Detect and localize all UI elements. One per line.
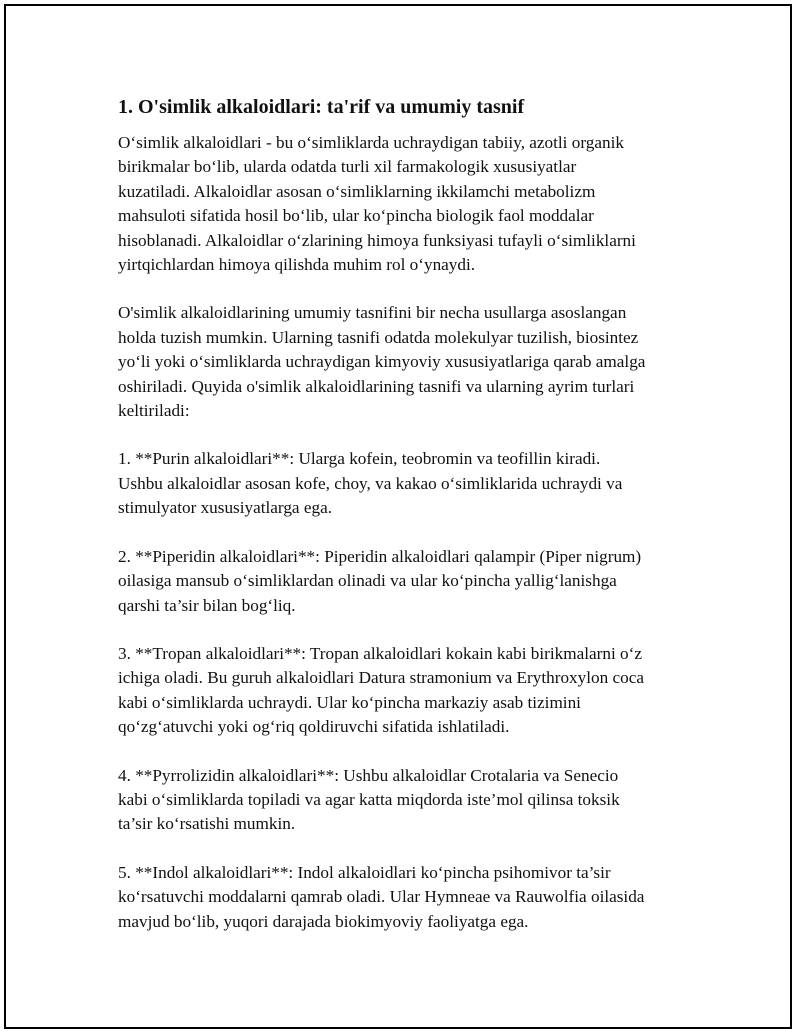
list-item-tropan: 3. **Tropan alkaloidlari**: Tropan alkaloidlari kokain kabi birikmalarni o‘z ichiga oladi. Bu guruh alkaloidlari Datura stramonium va Erythroxylon coca kabi o‘simliklarda uchraydi. Ular ko‘pincha markaziy asab tizimini qo‘zg‘atuvchi yoki og‘riq qoldiruvchi sifatida ishlatiladi. (118, 643, 644, 737)
list-item-piperidin: 2. **Piperidin alkaloidlari**: Piperidin alkaloidlari qalampir (Piper nigrum) oilasiga mansub o‘simliklardan olinadi va ular ko‘pincha yallig‘lanishga qarshi ta’sir bilan bog‘liq. (118, 546, 642, 615)
list-item-pyrrolizidin: 4. **Pyrrolizidin alkaloidlari**: Ushbu alkaloidlar Crotalaria va Senecio kabi o‘simliklarda topiladi va agar katta miqdorda iste’mol qilinsa toksik ta’sir ko‘rsatishi mumkin. (118, 765, 620, 834)
list-item-indol: 5. **Indol alkaloidlari**: Indol alkaloidlari ko‘pincha psihomivor ta’sir ko‘rsatuvchi moddalarni qamrab oladi. Ular Hymneae va Rauwolfia oilasida mavjud bo‘lib, yuqori darajada biokimyoviy faoliyatga ega. (118, 862, 645, 931)
list-item-purin: 1. **Purin alkaloidlari**: Ularga kofein, teobromin va teofillin kiradi. Ushbu alkaloidlar asosan kofe, choy, va kakao o‘simliklarida uchraydi va stimulyator xususiyatlarga ega. (118, 449, 623, 518)
paragraph-intro: O‘simlik alkaloidlari - bu o‘simliklarda uchraydigan tabiiy, azotli organik birikmalar bo‘lib, ularda odatda turli xil farmakologik xususiyatlar kuzatiladi. Alkaloidlar asosan o‘simliklarning ikkilamchi metabolizm mahsuloti sifatida hosil bo‘lib, ular ko‘pincha biologik faol moddalar hisoblanadi. Alkaloidlar o‘zlarining himoya funksiyasi tufayli o‘simliklarni yirtqichlardan himoya qilishda muhim rol o‘ynaydi. (118, 133, 636, 275)
document-title: 1. O'simlik alkaloidlari: ta'rif va umumiy tasnif (118, 96, 525, 118)
document-body (118, 94, 688, 958)
paragraph-classification: O'simlik alkaloidlarining umumiy tasnifini bir necha usullarga asoslangan holda tuzish mumkin. Ularning tasnifi odatda molekulyar tuzilish, biosintez yo‘li yoki o‘simliklarda uchraydigan kimyoviy xususiyatlariga qarab amalga oshiriladi. Quyida o'simlik alkaloidlarining tasnifi va ularning ayrim turlari keltiriladi: (118, 303, 646, 421)
